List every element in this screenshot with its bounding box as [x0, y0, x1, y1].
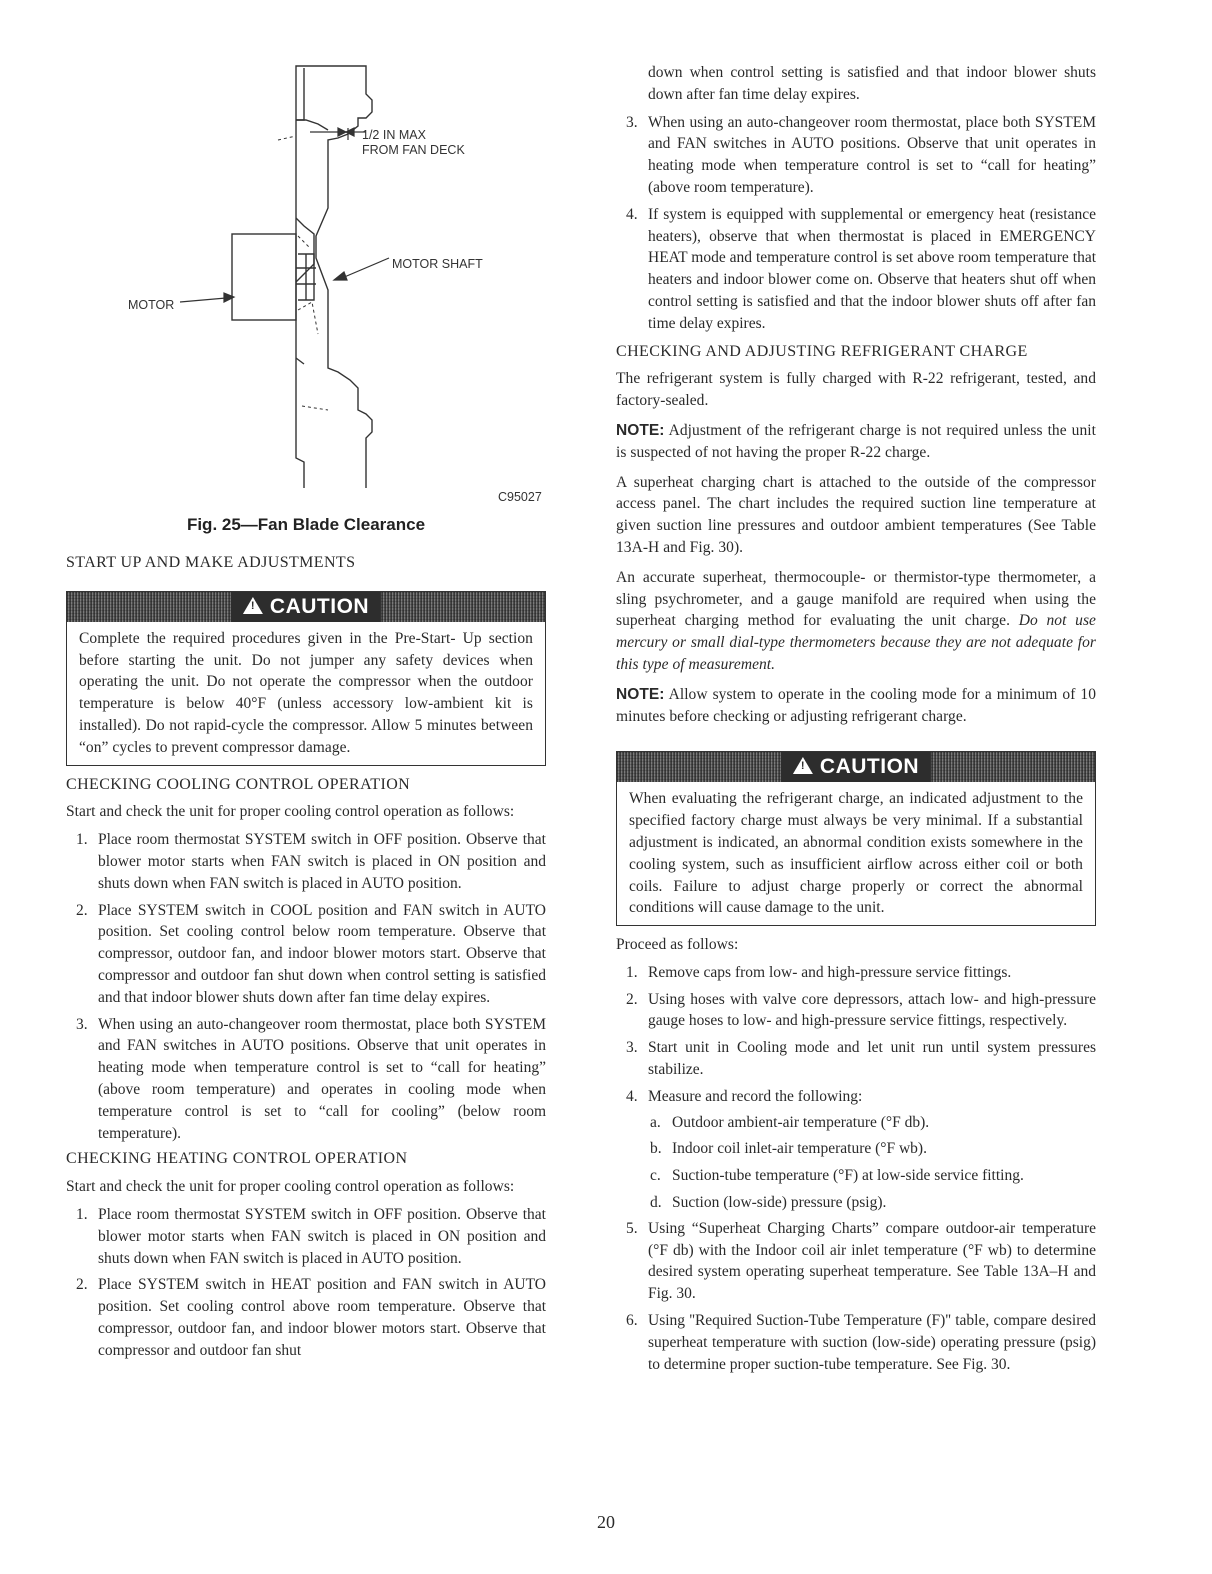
list-item [616, 1037, 1096, 1081]
refrigerant-heading: CHECKING AND ADJUSTING REFRIGERANT CHARGE [616, 342, 1028, 360]
list-number: 6. [626, 1312, 638, 1330]
refrigerant-paragraph-3: An accurate superheat, thermocouple- or thermistor-type thermometer, a sling psychrometer, and a gauge manifold are required when using the superheat charging method for evaluating the unit charge. Do not use mercury or small dial-type thermometers because they are not adequate for this type of measurement. [616, 568, 1096, 673]
refrigerant-paragraph-1: The refrigerant system is fully charged with R-22 refrigerant, tested, and factory-sealed. [616, 370, 1096, 410]
fan-diagram [66, 58, 546, 528]
list-number: 2. [626, 990, 638, 1008]
list-item [616, 1165, 1096, 1187]
heating-step-cont [616, 62, 1096, 106]
page-number: 20 [597, 1512, 615, 1532]
heating-steps-continued [616, 112, 1096, 335]
label-motor: MOTOR [128, 298, 175, 312]
list-number: 3. [626, 1039, 638, 1057]
procedure-steps [616, 962, 1096, 1108]
list-text: Place room thermostat SYSTEM switch in OFF position. Observe that blower motor starts when FAN switch is placed in ON position and shuts down when FAN switch is placed in AUTO position. [98, 1205, 546, 1267]
list-text: Place SYSTEM switch in COOL position and FAN switch in AUTO position. Set cooling control below room temperature. Observe that compressor, outdoor fan, and indoor blower motors start. Observe that compressor and outdoor fan shut down when control setting is satisfied and that indoor blower shuts down after fan time delay expires. [98, 901, 546, 1006]
list-text: Place SYSTEM switch in HEAT position and FAN switch in AUTO position. Set cooling control above room temperature. Observe that compressor, outdoor fan, and indoor blower motors start. Observe that compressor and outdoor fan shut [98, 1276, 546, 1359]
list-text: Measure and record the following: [648, 1087, 863, 1105]
list-number: 2. [76, 901, 88, 919]
list-text: Indoor coil inlet-air temperature (°F wb). [672, 1140, 927, 1158]
cooling-steps [66, 829, 546, 1144]
list-number: 1. [626, 963, 638, 981]
list-item [66, 1014, 546, 1145]
list-number: 3. [76, 1015, 88, 1033]
left-column [66, 552, 546, 1362]
list-number: 2. [76, 1276, 88, 1294]
list-number: 4. [626, 1087, 638, 1105]
caution-box-2 [616, 751, 1096, 926]
list-text: Outdoor ambient-air temperature (°F db). [672, 1113, 930, 1131]
procedure-steps-continued [616, 1218, 1096, 1376]
label-fan-deck: FROM FAN DECK [362, 143, 465, 157]
note-1: NOTE: Adjustment of the refrigerant charge is not required unless the unit is suspected of not having the proper R-22 charge. [616, 421, 1096, 461]
startup-heading: START UP AND MAKE ADJUSTMENTS [66, 554, 356, 571]
list-text: Using ''Required Suction-Tube Temperature (F)'' table, compare desired superheat temperature with suction (low-side) operating pressure (psig) to determine proper suction-tube temperature. See Fig. 30. [648, 1312, 1096, 1373]
list-text: When using an auto-changeover room thermostat, place both SYSTEM and FAN switches in AUTO positions. Observe that unit operates in heating mode when temperature control is set to “call for heating” (above room temperature) and operates in cooling mode when temperature control is set to “call for cooling” (below room temperature). [98, 1015, 546, 1142]
list-item [616, 989, 1096, 1033]
refrigerant-paragraph-2: A superheat charging chart is attached to the outside of the compressor access panel. The chart includes the required suction line temperature at given suction line pressures and outdoor ambient temperatures (See Table 13A-H and Fig. 30). [616, 473, 1096, 556]
list-item [66, 1204, 546, 1269]
label-motor-shaft: MOTOR SHAFT [392, 257, 483, 271]
list-number: 3. [626, 113, 638, 131]
figure-code: C95027 [498, 490, 542, 504]
caution-bar [617, 752, 1095, 782]
list-number: a. [650, 1113, 661, 1131]
heating-intro: Start and check the unit for proper cooling control operation as follows: [66, 1178, 515, 1196]
list-item [66, 900, 546, 1009]
list-item [616, 1192, 1096, 1214]
list-item [616, 204, 1096, 335]
list-item [616, 962, 1096, 984]
caution-text: When evaluating the refrigerant charge, an indicated adjustment to the specified factory charge must always be very minimal. If a substantial adjustment is indicated, an abnormal condition exists somewhere in the cooling system, such as insufficient airflow across either coil or both coils. Failure to adjust charge properly or correct the abnormal conditions will cause damage to the unit. [629, 790, 1083, 917]
list-number: 1. [76, 831, 88, 849]
list-item [616, 1310, 1096, 1375]
cooling-heading: CHECKING COOLING CONTROL OPERATION [66, 775, 411, 793]
note-2: NOTE: Allow system to operate in the cooling mode for a minimum of 10 minutes before checking or adjusting refrigerant charge. [616, 685, 1096, 725]
heating-steps [66, 1204, 546, 1362]
right-column [616, 62, 1096, 1375]
list-text: Using hoses with valve core depressors, attach low- and high-pressure gauge hoses to low- and high-pressure service fittings, respectively. [648, 990, 1096, 1030]
list-text: Remove caps from low- and high-pressure service fittings. [648, 963, 1012, 981]
list-number: b. [650, 1140, 662, 1158]
list-number: 5. [626, 1219, 638, 1237]
list-text: Suction (low-side) pressure (psig). [672, 1194, 887, 1212]
caution-title: ! CAUTION [781, 752, 931, 782]
caution-text: Complete the required procedures given in the Pre-Start- Up section before starting the unit. Do not jumper any safety devices when operating the unit. Do not operate the compressor when the outdoor temperature is below 40°F (unless accessory low-ambient kit is installed). Do not rapid-cycle the compressor. Allow 5 minutes between “on” cycles to prevent compressor damage. [79, 629, 533, 756]
fan-blade-clearance-figure [66, 58, 546, 534]
list-item [616, 1086, 1096, 1108]
list-text: If system is equipped with supplemental or emergency heat (resistance heaters), observe that when thermostat is placed in EMERGENCY HEAT mode and temperature control is set above room temperature that heaters and indoor blower come on. Observe that heaters shut off when control setting is satisfied and that the indoor blower shuts off after fan time delay expires. [648, 205, 1096, 332]
warning-triangle-icon: ! [793, 757, 813, 774]
heating-heading: CHECKING HEATING CONTROL OPERATION [66, 1150, 408, 1168]
list-text: When using an auto-changeover room thermostat, place both SYSTEM and FAN switches in AUTO positions. Observe that unit operates in heating mode when temperature control is set to “call for heating” (above room temperature). [648, 113, 1096, 196]
list-text: Start unit in Cooling mode and let unit run until system pressures stabilize. [648, 1039, 1096, 1079]
label-half-inch: 1/2 IN MAX [362, 128, 426, 142]
list-item [616, 1138, 1096, 1160]
list-number: c. [650, 1167, 661, 1185]
list-item [66, 1274, 546, 1361]
list-number: d. [650, 1194, 662, 1212]
list-item: down when control setting is satisfied and that indoor blower shuts down after fan time delay expires. [648, 64, 1096, 103]
list-text: Using “Superheat Charging Charts” compare outdoor-air temperature (°F db) with the Indoor coil air inlet temperature (°F wb) to determine desired system operating superheat temperature. See Table 13A–H and Fig. 30. [648, 1219, 1096, 1303]
proceed-text: Proceed as follows: [616, 936, 739, 954]
list-item [616, 1218, 1096, 1305]
list-text: Place room thermostat SYSTEM switch in OFF position. Observe that blower motor starts when FAN switch is placed in ON position and shuts down when FAN switch is placed in AUTO position. [98, 831, 546, 892]
list-item [616, 1112, 1096, 1134]
caution-box-1 [66, 591, 546, 766]
list-number: 1. [76, 1205, 88, 1223]
caution-title: ! CAUTION [231, 592, 381, 622]
measurement-substeps [616, 1112, 1096, 1214]
warning-triangle-icon: ! [243, 597, 263, 614]
cooling-intro: Start and check the unit for proper cooling control operation as follows: [66, 803, 515, 821]
list-number: 4. [626, 205, 638, 223]
list-text: Suction-tube temperature (°F) at low-side service fitting. [672, 1167, 1024, 1185]
caution-bar [67, 592, 545, 622]
list-item [66, 829, 546, 894]
list-item [616, 112, 1096, 199]
figure-caption: Fig. 25—Fan Blade Clearance [186, 515, 426, 534]
